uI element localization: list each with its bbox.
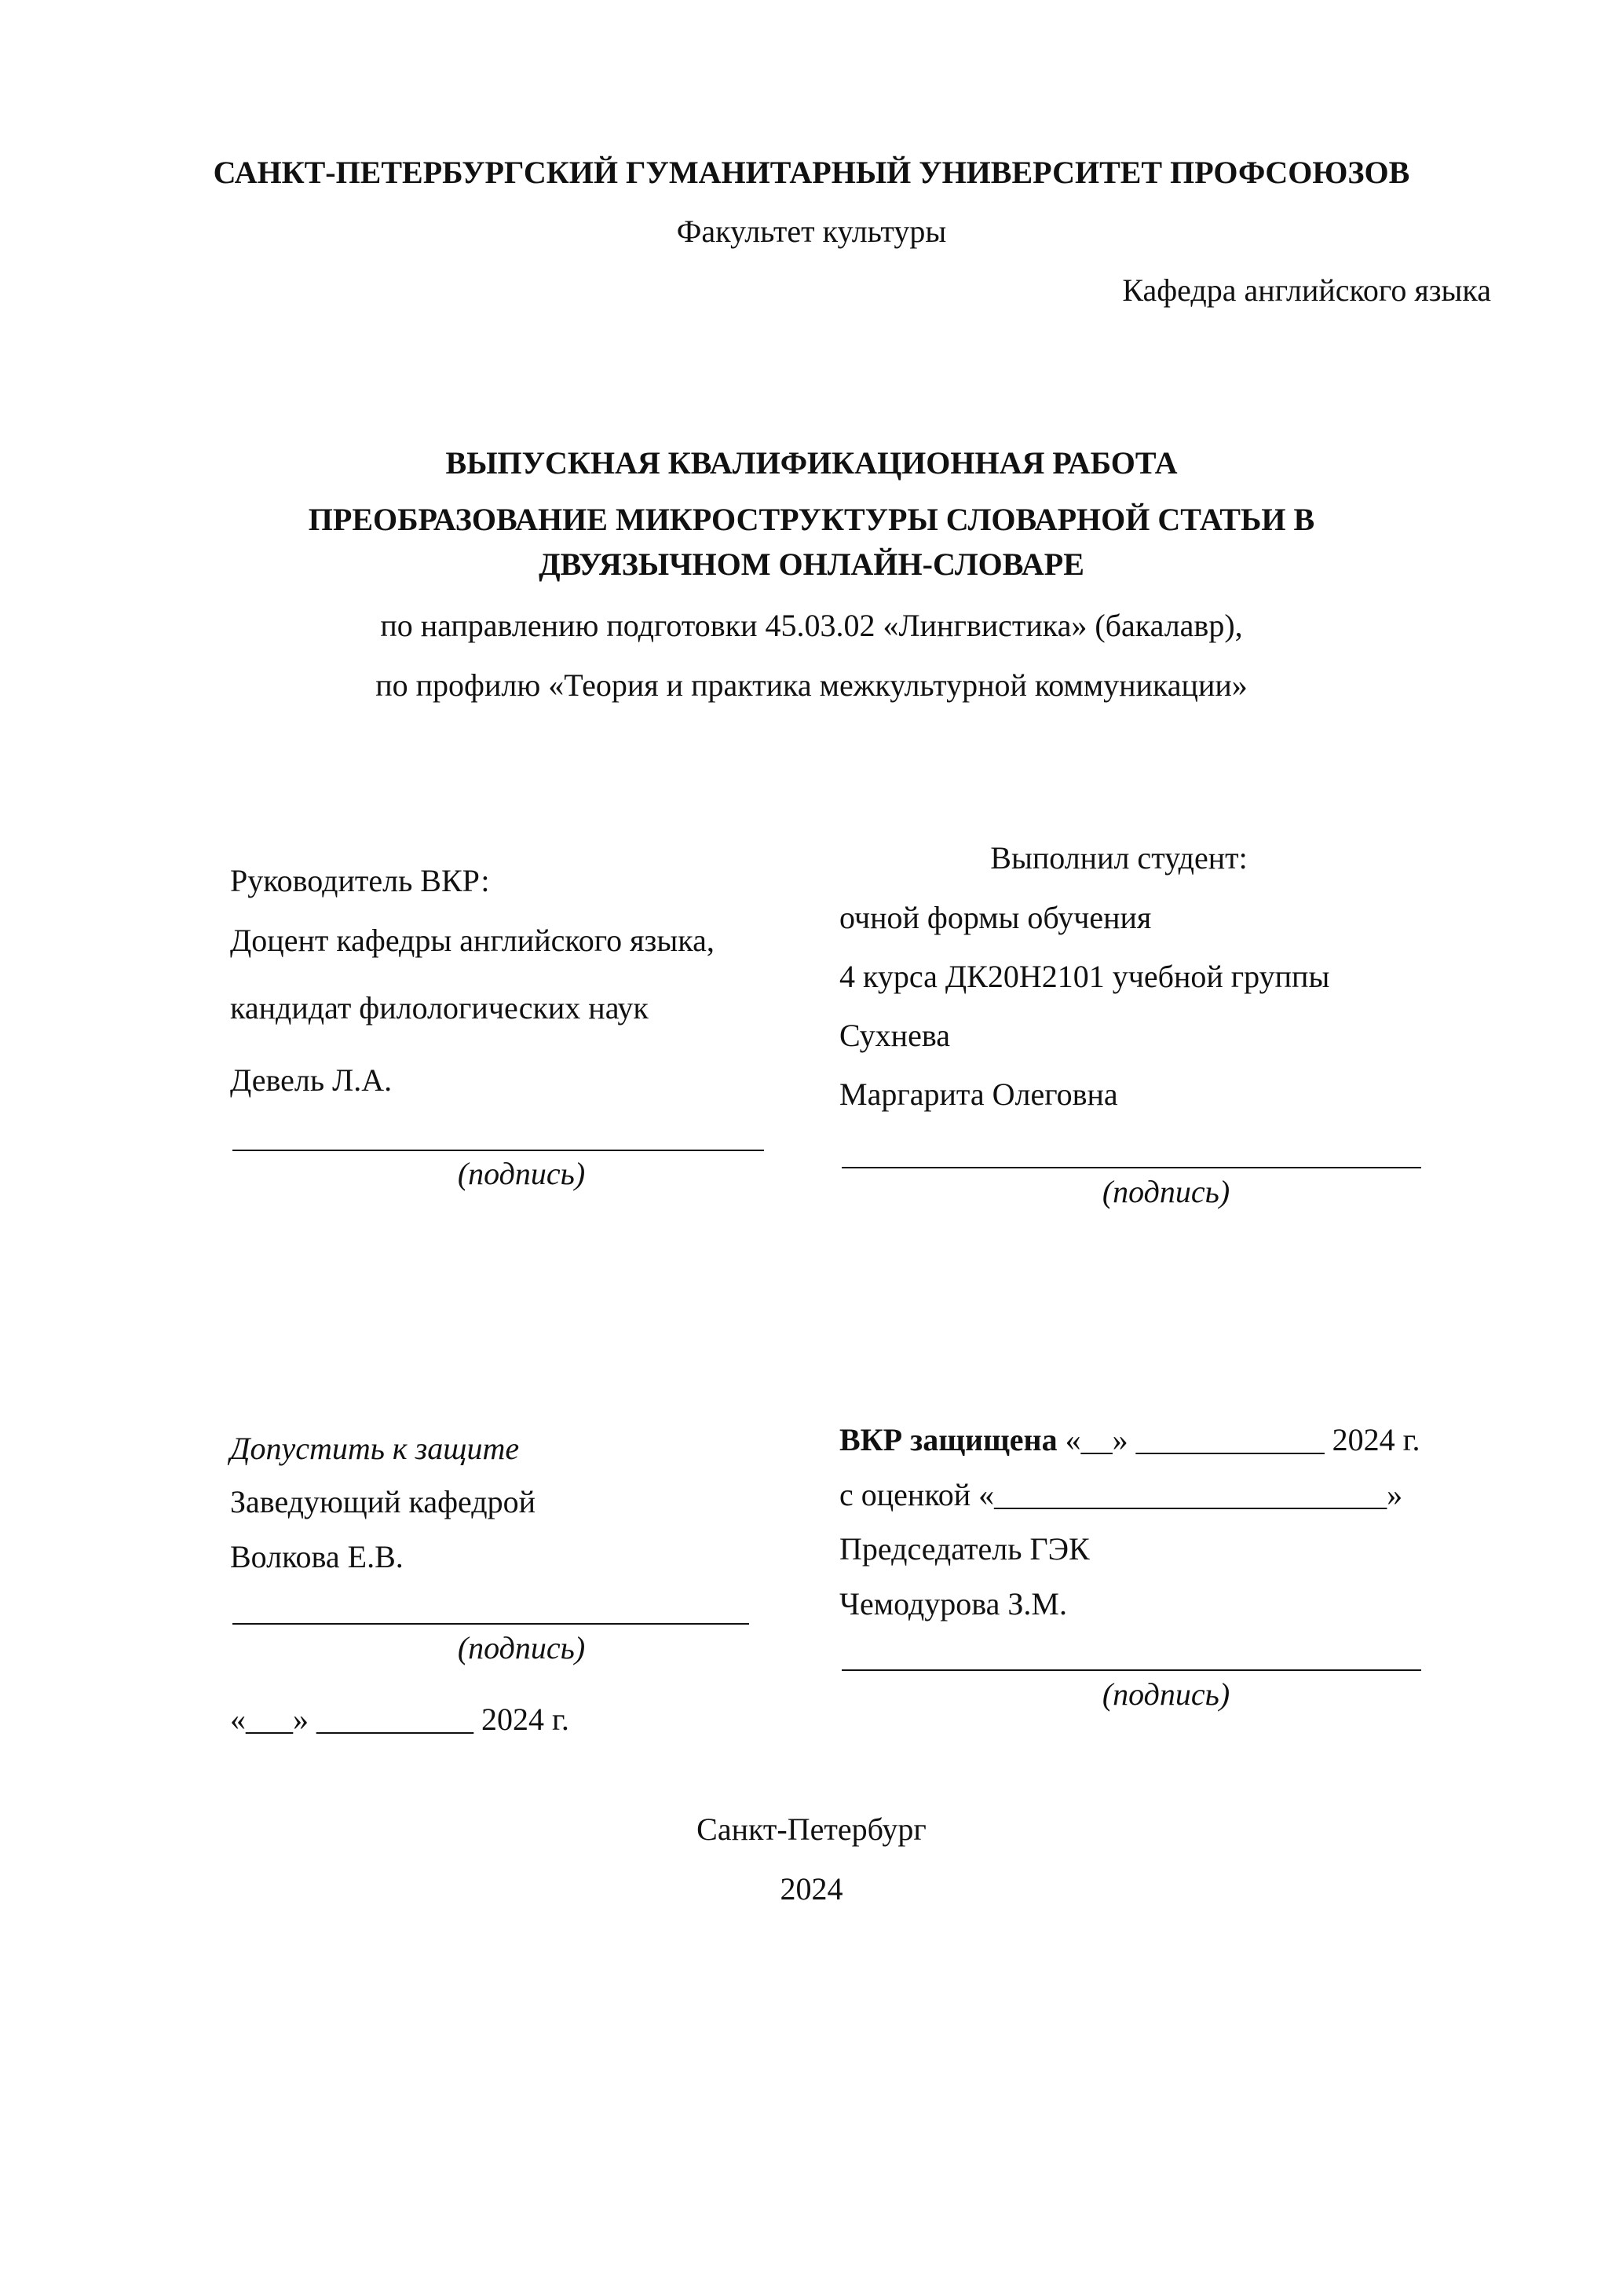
- faculty-name: Факультет культуры: [676, 214, 947, 249]
- supervisor-degree: кандидат филологических наук: [230, 990, 649, 1026]
- student-signature-caption: (подпись): [1102, 1174, 1230, 1209]
- student-group: 4 курса ДК20Н2101 учебной группы: [839, 959, 1330, 994]
- defense-grade-line: с оценкой «_________________________»: [839, 1477, 1403, 1512]
- footer-year: 2024: [780, 1871, 843, 1907]
- defense-date: «__» ____________ 2024 г.: [1057, 1422, 1420, 1457]
- admission-date: «___» __________ 2024 г.: [230, 1702, 569, 1737]
- department-name: Кафедра английского языка: [1122, 272, 1491, 308]
- student-study-form: очной формы обучения: [839, 900, 1152, 935]
- thesis-title-line-2: ДВУЯЗЫЧНОМ ОНЛАЙН-СЛОВАРЕ: [539, 547, 1084, 582]
- student-surname: Сухнева: [839, 1018, 950, 1053]
- student-heading: Выполнил студент:: [990, 840, 1248, 876]
- admission-heading: Допустить к защите: [230, 1431, 520, 1466]
- student-signature-line: [842, 1167, 1421, 1168]
- head-of-department-role: Заведующий кафедрой: [230, 1484, 536, 1519]
- gek-chair-name: Чемодурова З.М.: [839, 1586, 1067, 1621]
- admission-signature-caption: (подпись): [457, 1630, 586, 1665]
- supervisor-name: Девель Л.А.: [230, 1062, 393, 1098]
- defense-date-line: [839, 1421, 1420, 1459]
- supervisor-signature-line: [232, 1150, 764, 1151]
- footer-city: Санкт-Петербург: [696, 1812, 927, 1847]
- head-of-department-name: Волкова Е.В.: [230, 1539, 404, 1574]
- study-direction: по направлению подготовки 45.03.02 «Лингвистика» (бакалавр),: [380, 608, 1243, 643]
- thesis-title-line-1: ПРЕОБРАЗОВАНИЕ МИКРОСТРУКТУРЫ СЛОВАРНОЙ СТАТЬИ В: [308, 502, 1315, 537]
- work-type: ВЫПУСКНАЯ КВАЛИФИКАЦИОННАЯ РАБОТА: [445, 445, 1178, 481]
- defense-label: ВКР защищена: [839, 1422, 1058, 1457]
- university-name: САНКТ-ПЕТЕРБУРГСКИЙ ГУМАНИТАРНЫЙ УНИВЕРСИТЕТ ПРОФСОЮЗОВ: [213, 155, 1410, 190]
- admission-signature-line: [232, 1623, 749, 1625]
- student-given-names: Маргарита Олеговна: [839, 1077, 1118, 1112]
- gek-chair-role: Председатель ГЭК: [839, 1531, 1090, 1567]
- supervisor-signature-caption: (подпись): [457, 1156, 586, 1191]
- supervisor-position: Доцент кафедры английского языка,: [230, 923, 715, 958]
- supervisor-heading: Руководитель ВКР:: [230, 863, 490, 898]
- defense-signature-line: [842, 1669, 1421, 1671]
- defense-signature-caption: (подпись): [1102, 1676, 1230, 1712]
- study-profile: по профилю «Теория и практика межкультурной коммуникации»: [375, 667, 1248, 703]
